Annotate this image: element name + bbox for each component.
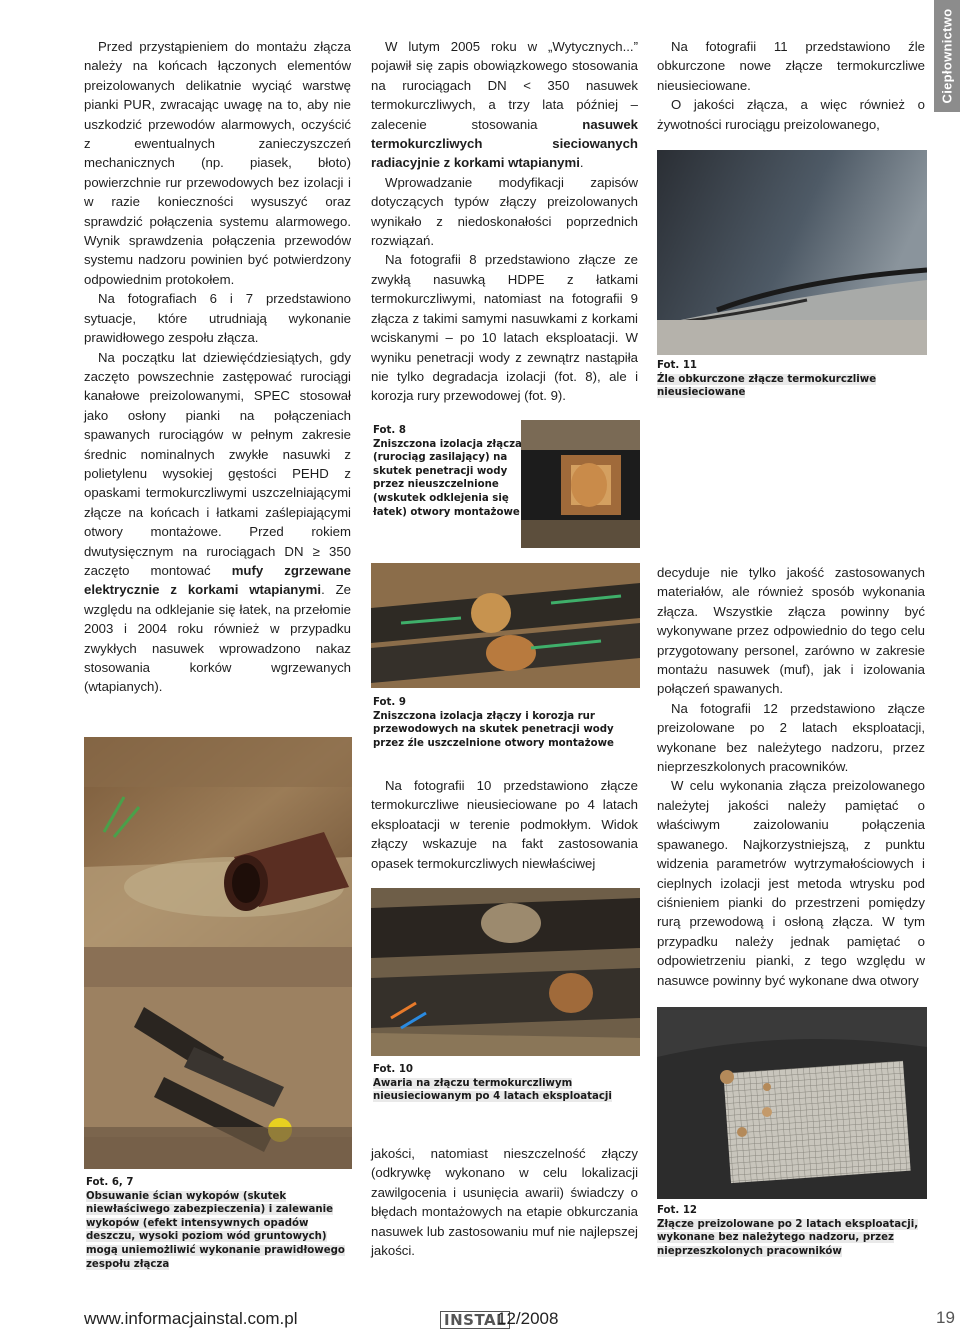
caption-fot-8-label: Fot. 8 <box>373 425 406 436</box>
caption-fot-8 <box>373 424 541 519</box>
col3-paragraph-5: W celu wykonania złącza preizolowanego należytej jakości należy pamiętać o właściwym zaizolowaniu połączenia spawanego. Najkorzystniejszą, z punktu widzenia parametrów wytrzymałościowych i cieplnych izolacji jest metoda wtrysku pod ciśnieniem pianki do przestrzeni pomiędzy rurą przewodową i osłoną złącza. W tym przypadku należy jednak pamiętać o odpowietrzeniu pianki, z tego względu w nasuwce powinny być wykonane dwa otwory <box>657 778 925 988</box>
caption-fot-10-label: Fot. 10 <box>373 1064 414 1075</box>
caption-fot-12-text <box>657 1218 925 1259</box>
col1-paragraph-2: Na fotografiach 6 i 7 przedstawiono sytuacje, które utrudniają wykonanie prawidłowego zespołu złącza. <box>84 291 351 346</box>
col2-paragraph-3: Na fotografii 8 przedstawiono złącze ze zwykłą nasuwką HDPE z łatkami termokurczliwymi, natomiast na fotografii 9 złącza z takimi samymi nasuwkami z korkami wciskanymi – po 10 latach eksploatacji. W wyniku penetracji wody z zewnątrz nastąpiła nie tylko degradacja izolacji (fot. 8), ale i korozja rury przewodowej (fot. 9). <box>371 252 638 404</box>
caption-fot-9-label: Fot. 9 <box>373 697 406 708</box>
column-3-text-middle <box>657 563 925 990</box>
column-2-text-middle <box>371 776 638 873</box>
column-3-text-top <box>657 37 925 134</box>
col2-p1-start: W lutym 2005 roku w „Wytycznych...” pojawił się zapis obowiązkowego stosowania na rurociągach DN < 350 nasuwek termokurczliwych, a trzy lata później – zalecenie stosowania <box>371 39 638 132</box>
caption-fot-11-label: Fot. 11 <box>657 360 698 371</box>
col2-paragraph-4: Na fotografii 10 przedstawiono złącze termokurczliwe nieusieciowane po 4 latach eksploatacji w terenie podmokłym. Widok złączy wskazuje na fakt zastosowania opasek termokurczliwych niewłaściwej <box>371 778 638 871</box>
caption-fot-6-7 <box>86 1176 352 1271</box>
col2-paragraph-5: jakości, natomiast nieszczelność złączy (odkrywkę wykonano w celu lokalizacji zawilgocenia i usunięcia awarii) świadczy o błędach montażowych na etapie obkurczania nasuwek lub zastosowaniu muf nie najlepszej jakości. <box>371 1146 638 1259</box>
photo-6-image <box>84 737 352 947</box>
section-tab <box>934 0 960 112</box>
caption-fot-10 <box>373 1063 638 1104</box>
col1-p3-end: . Ze względu na odklejanie się łatek, na przełomie 2003 i 2004 roku również w przypadku zwykłych nasuwek wprowadzono nakaz stosowania korków wgrzewanych (wtapianych). <box>84 582 351 695</box>
photo-11-image <box>657 150 927 355</box>
caption-fot-11-text <box>657 373 925 400</box>
col2-paragraph-2: Wprowadzanie modyfikacji zapisów dotyczących typów złączy preizolowanych wynikało z niedoskonałości poprzednich rozwiązań. <box>371 174 638 249</box>
col1-p3-start: Na początku lat dziewięćdziesiątych, gdy zaczęto powszechnie zastępować rurociągi kanałowe preizolowanymi, SPEC stosował jako osłony pianki na połączeniach spawanych rurociągów w pełnym zakresie średnic nominalnych zwykłe nasuwki z polietylenu wysokiej gęstości PEHD z opaskami termokurczliwymi uszczelniającymi złącze na końcach i łatkami zaślepiającymi otwory montażowe. Przed rokiem dwutysięcznym na rurociągach DN ≥ 350 zaczęto montować <box>84 349 351 578</box>
caption-fot-8-text: Zniszczona izolacja złącza (rurociąg zasilający) na skutek penetracji wody przez nieuszczelnione (wskutek odklejenia się łatek) otwory montażowe <box>373 438 522 518</box>
caption-fot-12-label: Fot. 12 <box>657 1205 698 1216</box>
col1-paragraph-3 <box>84 348 351 697</box>
photo-9 <box>371 563 640 688</box>
column-1-text <box>84 37 351 697</box>
col2-paragraph-1 <box>371 37 638 173</box>
caption-fot-11 <box>657 359 925 400</box>
page-number: 19 <box>936 1308 955 1327</box>
column-2-text-bottom <box>371 1144 638 1260</box>
col3-paragraph-1: Na fotografii 11 przedstawiono źle obkurczone nowe złącze termokurczliwe nieusieciowane. <box>657 39 925 93</box>
col1-p3-bold: mufy zgrzewane elektrycznie z korkami wtapianymi <box>84 562 351 598</box>
photo-10-image <box>371 888 640 1056</box>
col2-p1-bold: nasuwek termokurczliwych sieciowanych radiacyjnie z korkami wtapianymi <box>371 116 638 171</box>
col3-paragraph-4: Na fotografii 12 przedstawiono złącze preizolowane po 2 latach eksploatacji, wykonane bez należytego nadzoru, przez nieprzeszkolonych pracowników. <box>657 700 925 775</box>
photo-7-image <box>84 947 352 1169</box>
caption-fot-10-body: Awaria na złączu termokurczliwym nieusieciowanym po 4 latach eksploatacji <box>373 1077 612 1103</box>
caption-fot-9-text: Zniszczona izolacja złączy i korozja rur przewodowych na skutek penetracji wody przez źle uszczelnione otwory montażowe <box>373 710 614 749</box>
caption-fot-6-7-label: Fot. 6, 7 <box>86 1177 134 1188</box>
footer-logo: INSTAL <box>440 1311 510 1329</box>
caption-fot-9 <box>373 696 638 750</box>
photo-12-image <box>657 1007 927 1199</box>
photo-12 <box>657 1007 927 1199</box>
photo-6 <box>84 737 352 947</box>
caption-fot-6-7-body: Obsuwanie ścian wykopów (skutek niewłaściwego zabezpieczenia) i zalewanie wykopów (efekt intensywnych opadów deszczu, wysoki poziom wód gruntowych) mogą uniemożliwić wykonanie prawidłowego zespołu złącza <box>86 1190 345 1270</box>
column-2-text-top <box>371 37 638 406</box>
caption-fot-12 <box>657 1204 925 1258</box>
footer-url[interactable]: www.informacjainstal.com.pl <box>84 1309 298 1328</box>
caption-fot-10-text <box>373 1077 638 1104</box>
footer-issue: 12/2008 <box>497 1309 559 1328</box>
photo-7 <box>84 947 352 1169</box>
col3-paragraph-3: decyduje nie tylko jakość zastosowanych materiałów, ale również sposób wykonania złącza. Wszystkie złącza powinny być wykonywane przez odpowiednio do tego celu przygotowany personel, zarówno w zakresie montażu nasuwek (muf), jak i izolowania połączeń spawanych. <box>657 565 925 697</box>
col3-paragraph-2: O jakości złącza, a więc również o żywotności rurociągu preizolowanego, <box>657 97 925 132</box>
caption-fot-11-body: Źle obkurczone złącze termokurczliwe nieusieciowane <box>657 373 877 399</box>
caption-fot-6-7-text <box>86 1190 352 1272</box>
section-tab-label: Ciepłownictwo <box>939 8 955 104</box>
photo-10 <box>371 888 640 1056</box>
photo-11 <box>657 150 927 355</box>
caption-fot-12-body: Złącze preizolowane po 2 latach eksploatacji, wykonane bez należytego nadzoru, przez nieprzeszkolonych pracowników <box>657 1218 919 1257</box>
col1-paragraph-1: Przed przystąpieniem do montażu złącza należy na końcach łączonych elementów preizolowanych delikatnie wyciąć warstwę pianki PUR, zwracając uwagę na to, aby nie uszkodzić przewodów alarmowych, oczyścić z ewentualnych zanieczyszczeń mechanicznych (np. piasek, błoto) powierzchnie rur przewodowych bez izolacji i w razie konieczności wysuszyć oraz sprawdzić połączenia systemu alarmowego. Wynik sprawdzenia połączenia przewodów systemu nadzoru powinien być potwierdzony odpowiednim protokołem. <box>84 39 351 287</box>
col2-p1-end: . <box>579 155 584 171</box>
photo-9-image <box>371 563 640 688</box>
